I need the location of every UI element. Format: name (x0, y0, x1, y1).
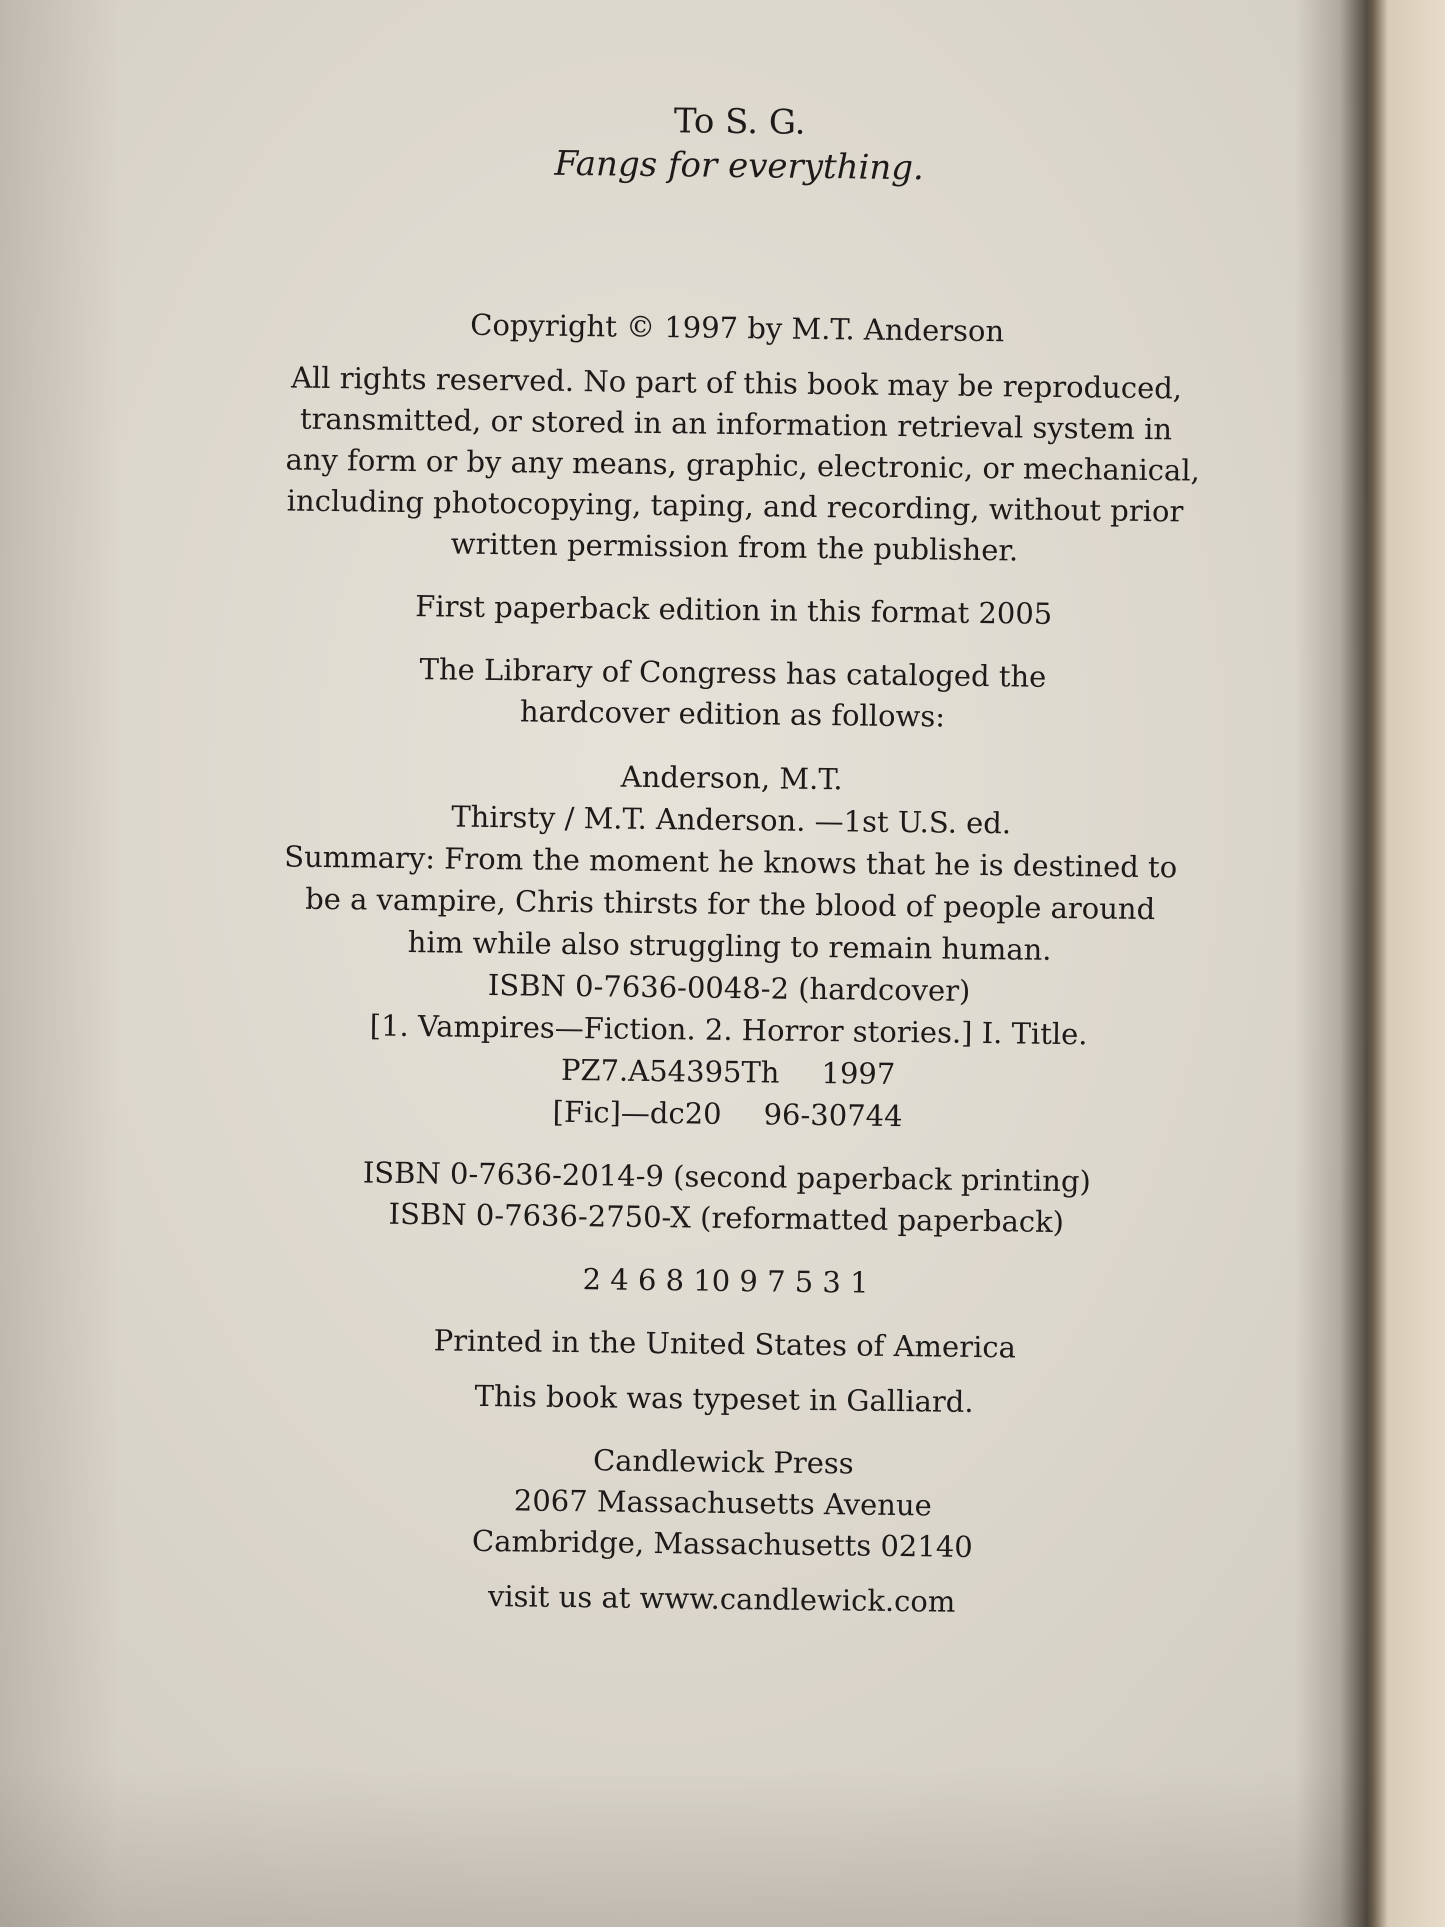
publisher-address (272, 1436, 1173, 1570)
catalog-lccn: 96-30744 (763, 1097, 903, 1134)
catalog-isbn-hardcover: ISBN 0-7636-0048-2 (hardcover) (487, 967, 971, 1008)
isbn-line: ISBN 0-7636-2750-X (reformatted paperback) (388, 1196, 1065, 1240)
catalog-subjects: [1. Vampires—Fiction. 2. Horror stories.] I. Title. (369, 1008, 1088, 1052)
catalog-title: Thirsty / M.T. Anderson. —1st U.S. ed. (451, 799, 1012, 841)
rights-line: All rights reserved. No part of this book may be reproduced, (290, 360, 1183, 406)
printing-line: 2 4 6 8 10 9 7 5 3 1 (582, 1262, 869, 1300)
copyright-line: Copyright © 1997 by M.T. Anderson (470, 307, 1005, 349)
edition-line: First paperback edition in this format 2005 (415, 589, 1053, 631)
publisher-city: Cambridge, Massachusetts 02140 (471, 1523, 973, 1564)
page-shadow-left (0, 0, 120, 1927)
rights-paragraph (284, 357, 1201, 573)
catalog-summary-line: Summary: From the moment he knows that he is destined to (284, 839, 1178, 885)
dedication-name: To S. G. (673, 101, 806, 143)
loc-intro-line: hardcover edition as follows: (519, 694, 946, 734)
catalog-author: Anderson, M.T. (620, 759, 843, 797)
rights-line: including photocopying, taping, and recording, without prior (286, 483, 1184, 529)
publisher-name: Candlewick Press (592, 1443, 854, 1481)
catalog-summary-line: be a vampire, Chris thirsts for the blood of people around (304, 881, 1156, 927)
page-shadow-bottom (0, 1767, 1445, 1927)
catalog-summary-line: him while also struggling to remain human. (407, 925, 1052, 967)
publisher-website: visit us at www.candlewick.com (487, 1579, 956, 1619)
rights-line: written permission from the publisher. (450, 526, 1019, 568)
rights-line: any form or by any means, graphic, electronic, or mechanical, (285, 442, 1201, 488)
isbn-list (276, 1151, 1177, 1244)
isbn-line: ISBN 0-7636-2014-9 (second paperback printing) (362, 1155, 1092, 1199)
catalog-dewey: [Fic]—dc20 (552, 1094, 722, 1131)
publisher-street: 2067 Massachusetts Avenue (513, 1483, 933, 1523)
dedication-note: Fangs for everything. (554, 143, 925, 189)
book-gutter (1295, 0, 1445, 1927)
printed-in: Printed in the United States of America (433, 1323, 1017, 1365)
catalog-call-number: PZ7.A54395Th (560, 1052, 780, 1090)
catalog-call-year: 1997 (821, 1056, 896, 1091)
cataloging-data (277, 751, 1182, 1140)
loc-intro-line: The Library of Congress has cataloged the (419, 652, 1047, 694)
typeset-note: This book was typeset in Galliard. (474, 1378, 974, 1419)
rights-line: transmitted, or stored in an information retrieval system in (299, 401, 1173, 447)
loc-intro (282, 647, 1183, 740)
copyright-page-text (271, 95, 1201, 1626)
